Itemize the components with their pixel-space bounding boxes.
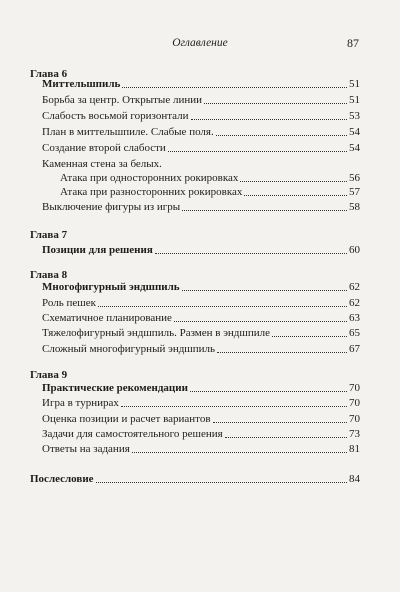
dot-leader <box>182 290 347 291</box>
toc-entry-title: Оценка позиции и расчет вариантов <box>42 413 211 425</box>
toc-entry-afterword[interactable] <box>30 472 360 486</box>
toc-entry-page: 53 <box>349 110 360 122</box>
toc-entry-title: Многофигурный эндшпиль <box>42 281 180 293</box>
toc-entry[interactable] <box>42 427 360 441</box>
dot-leader <box>122 87 347 88</box>
toc-entry[interactable] <box>42 157 360 171</box>
dot-leader <box>190 391 347 392</box>
chapter-8-heading: Глава 8 <box>30 269 68 281</box>
toc-entry-title: Практические рекомендации <box>42 382 188 394</box>
toc-entry-page: 62 <box>349 297 360 309</box>
dot-leader <box>182 210 347 211</box>
toc-entry-page: 70 <box>349 382 360 394</box>
toc-entry-page: 67 <box>349 343 360 355</box>
toc-entry[interactable] <box>42 381 360 395</box>
dot-leader <box>174 321 347 322</box>
dot-leader <box>155 253 347 254</box>
chapter-9-heading: Глава 9 <box>30 369 68 381</box>
toc-entry-title: Атака при разносторонних рокировках <box>60 186 243 198</box>
toc-entry-page: 81 <box>349 443 360 455</box>
toc-entry[interactable] <box>42 326 360 340</box>
dot-leader <box>191 119 347 120</box>
dot-leader <box>272 336 347 337</box>
page-number: 87 <box>347 36 359 50</box>
toc-entry-page: 54 <box>349 126 360 138</box>
toc-entry[interactable] <box>42 243 360 257</box>
toc-entry[interactable] <box>42 412 360 426</box>
toc-entry-title: Слабость восьмой горизонтали <box>42 110 189 122</box>
dot-leader <box>225 437 347 438</box>
toc-entry[interactable] <box>42 141 360 155</box>
toc-entry[interactable] <box>42 125 360 139</box>
toc-entry-title: Позиции для решения <box>42 244 153 256</box>
toc-entry[interactable] <box>42 342 360 356</box>
toc-entry[interactable] <box>42 311 360 325</box>
toc-entry-title: Создание второй слабости <box>42 142 166 154</box>
dot-leader <box>240 181 347 182</box>
toc-entry[interactable] <box>42 93 360 107</box>
toc-entry-title: Каменная стена за белых. <box>42 158 162 170</box>
toc-entry-title: Ответы на задания <box>42 443 130 455</box>
toc-entry-page: 70 <box>349 397 360 409</box>
dot-leader <box>132 452 347 453</box>
toc-entry-title: План в миттельшпиле. Слабые поля. <box>42 126 214 138</box>
toc-entry-title: Сложный многофигурный эндшпиль <box>42 343 216 355</box>
dot-leader <box>96 482 347 483</box>
toc-entry-title: Атака при односторонних рокировках <box>60 172 239 184</box>
toc-entry[interactable] <box>60 185 360 199</box>
toc-entry-title: Борьба за центр. Открытые линии <box>42 94 202 106</box>
toc-entry[interactable] <box>42 396 360 410</box>
toc-entry[interactable] <box>60 171 360 185</box>
toc-entry-title: Миттельшпиль <box>42 78 121 90</box>
toc-entry-page: 73 <box>349 428 360 440</box>
toc-entry-page: 54 <box>349 142 360 154</box>
dot-leader <box>121 406 347 407</box>
dot-leader <box>204 103 347 104</box>
toc-entry[interactable] <box>42 442 360 456</box>
toc-entry-page: 63 <box>349 312 360 324</box>
dot-leader <box>168 151 347 152</box>
toc-entry-page: 62 <box>349 281 360 293</box>
toc-entry-page: 65 <box>349 327 360 339</box>
toc-entry-page: 58 <box>349 201 360 213</box>
running-header-title: Оглавление <box>172 37 228 49</box>
toc-entry[interactable] <box>42 280 360 294</box>
dot-leader <box>98 306 347 307</box>
dot-leader <box>216 135 347 136</box>
chapter-7-heading: Глава 7 <box>30 229 68 241</box>
toc-entry-page: 57 <box>349 186 360 198</box>
toc-entry-page: 60 <box>349 244 360 256</box>
toc-entry-page: 70 <box>349 413 360 425</box>
toc-entry-title: Роль пешек <box>42 297 96 309</box>
chapter-6-heading: Глава 6 <box>30 68 68 80</box>
toc-entry-page: 51 <box>349 78 360 90</box>
toc-entry-title: Послесловие <box>30 473 94 485</box>
dot-leader <box>213 422 347 423</box>
toc-entry-title: Выключение фигуры из игры <box>42 201 181 213</box>
toc-entry[interactable] <box>42 200 360 214</box>
toc-entry-title: Задачи для самостоятельного решения <box>42 428 223 440</box>
toc-entry-title: Тяжелофигурный эндшпиль. Размен в эндшпиле <box>42 327 271 339</box>
toc-entry-title: Схематичное планирование <box>42 312 172 324</box>
toc-entry[interactable] <box>42 296 360 310</box>
toc-entry-title: Игра в турнирах <box>42 397 119 409</box>
toc-entry-page: 56 <box>349 172 360 184</box>
toc-entry[interactable] <box>42 77 360 91</box>
dot-leader <box>217 352 347 353</box>
toc-entry-page: 84 <box>349 473 360 485</box>
toc-entry[interactable] <box>42 109 360 123</box>
toc-entry-page: 51 <box>349 94 360 106</box>
dot-leader <box>244 195 347 196</box>
